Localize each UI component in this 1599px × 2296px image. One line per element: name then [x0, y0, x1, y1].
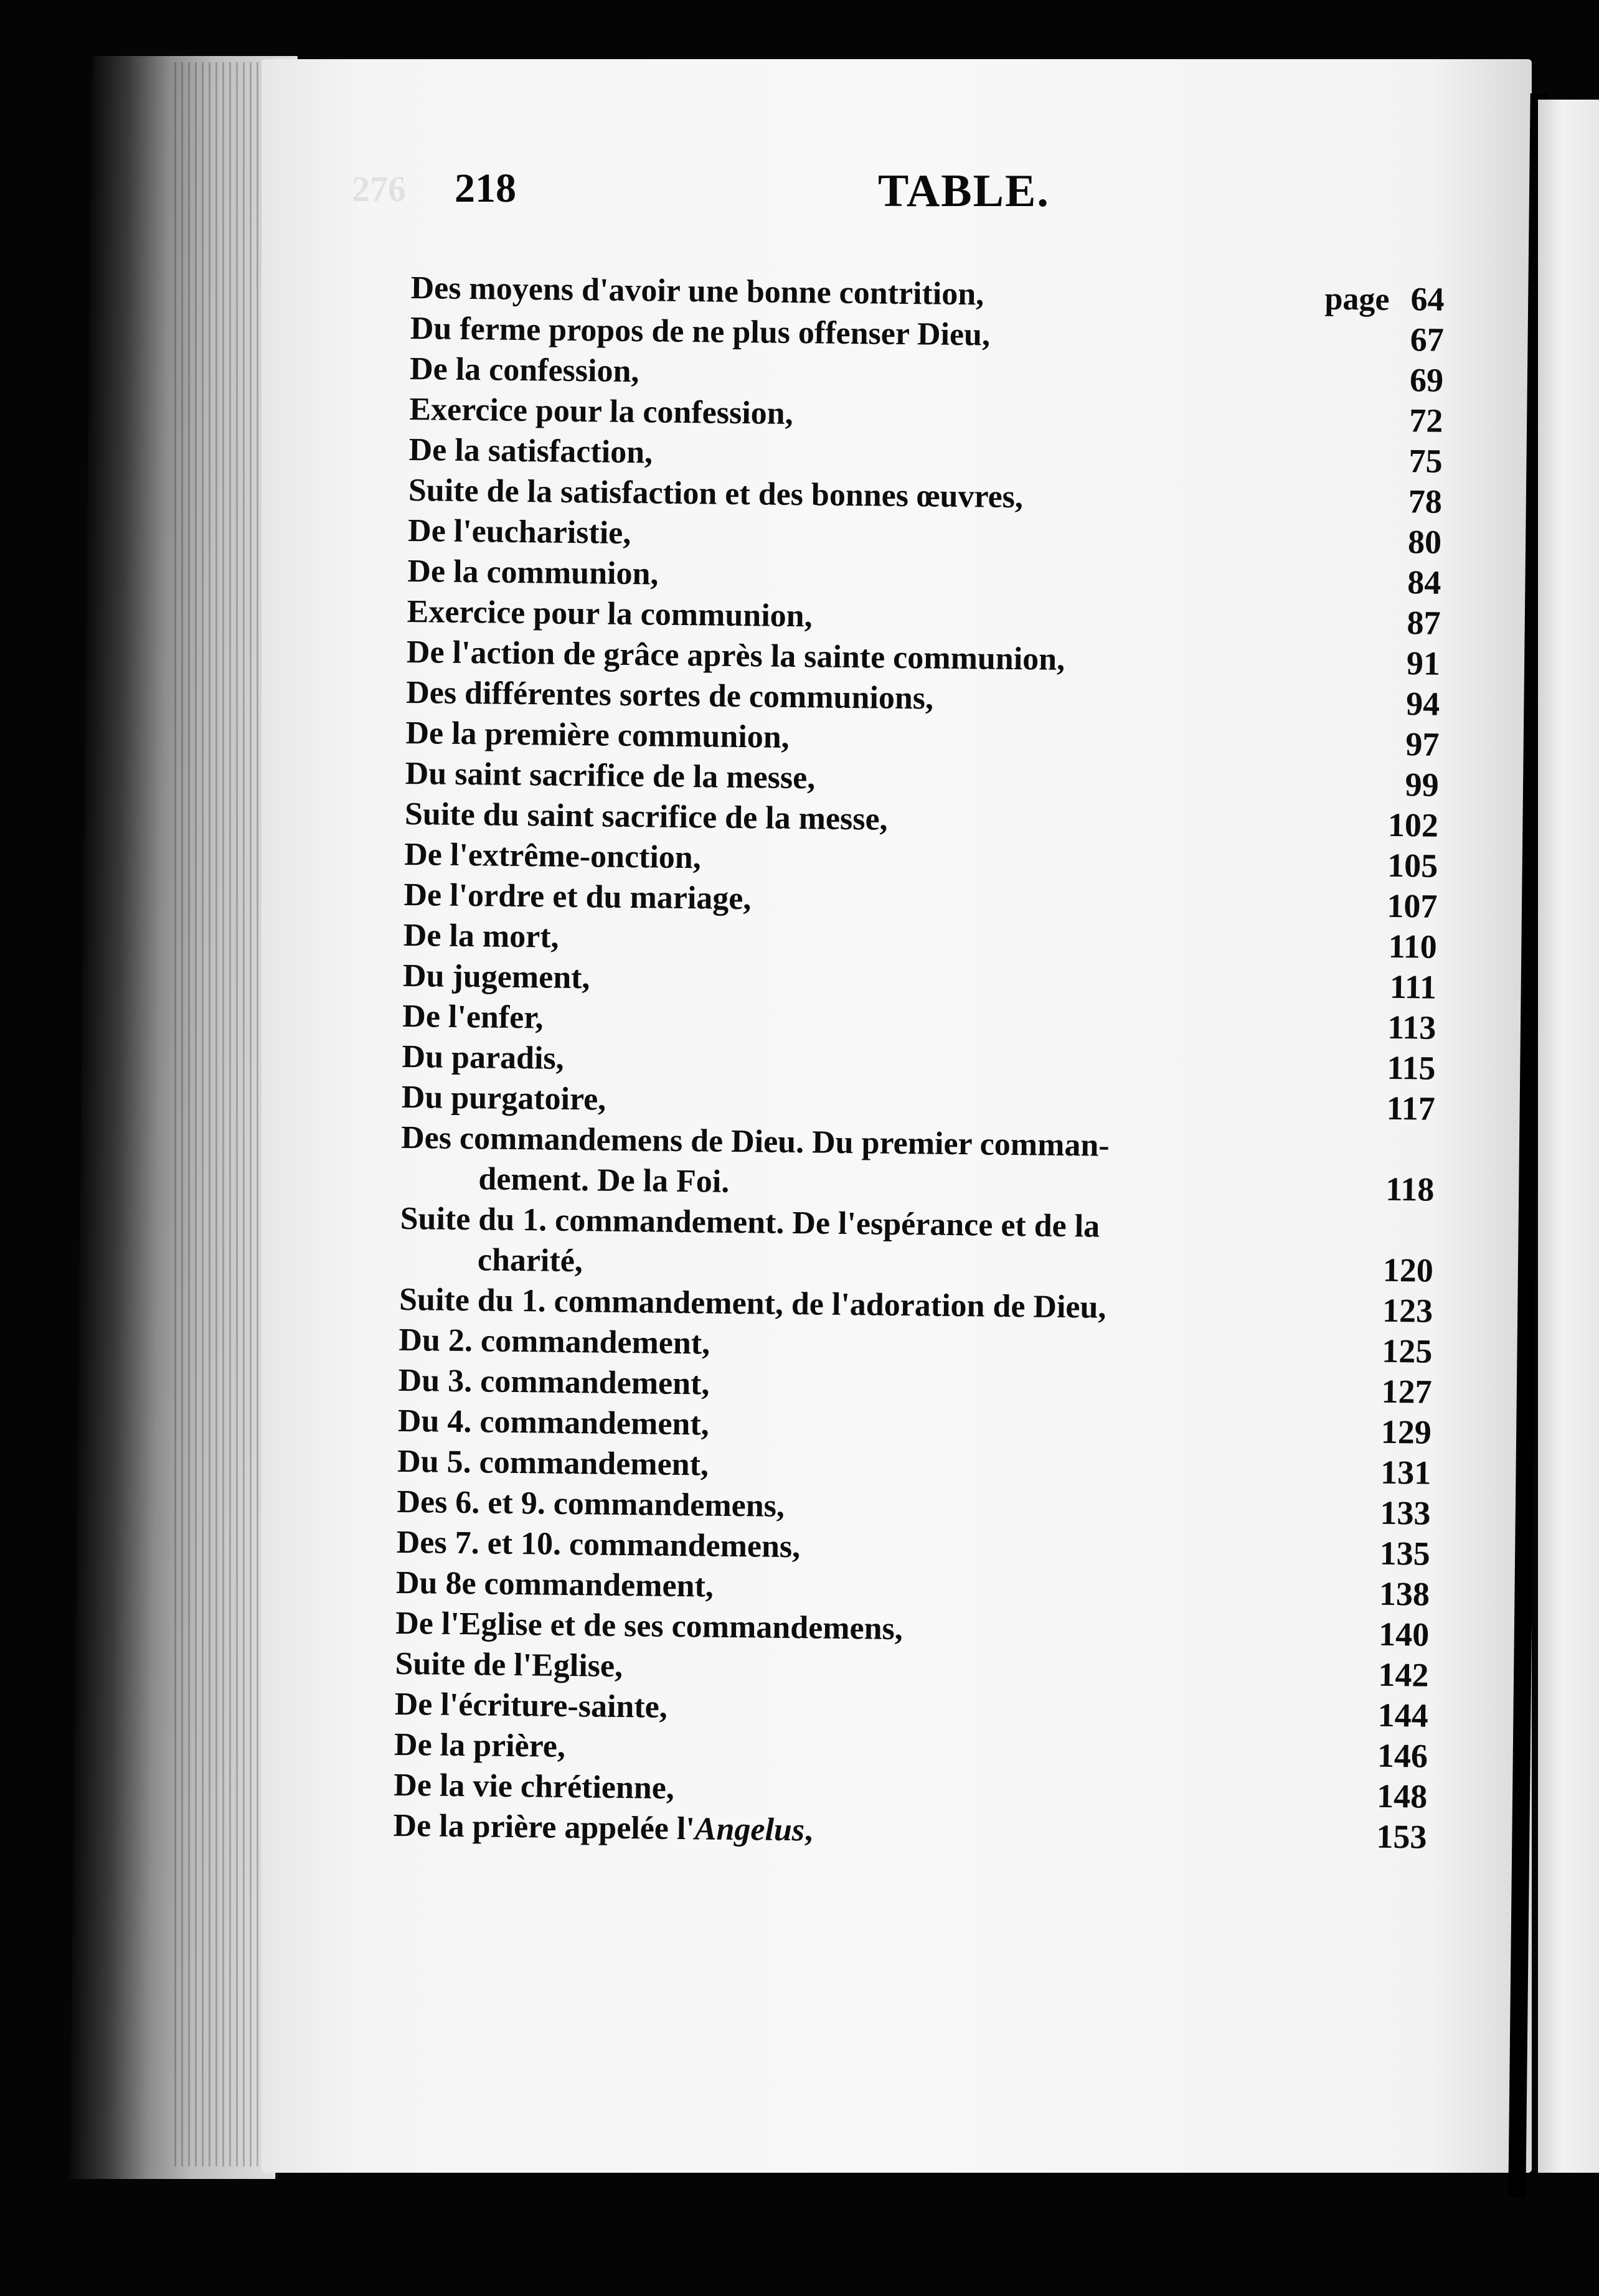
toc-entry-page [1408, 441, 1443, 482]
page-label: page [1324, 281, 1390, 318]
toc-entry-punctuation: , [804, 1812, 813, 1848]
toc-entry-page [1410, 319, 1444, 360]
toc-entry-title-line: Exercice pour la communion, [407, 593, 813, 634]
toc-entry-title-line: De l'Eglise et de ses commandemens, [395, 1605, 903, 1647]
toc-entry-title [400, 1117, 1285, 1208]
toc-entry-title-line: Des différentes sortes de communions, [405, 674, 934, 717]
table-of-contents [393, 268, 1445, 1858]
toc-entry-title-line: De la vie chrétienne, [394, 1767, 675, 1806]
toc-entry-page [1407, 643, 1441, 684]
toc-entry-title-line: Du saint sacrifice de la messe, [405, 755, 816, 796]
toc-entry [400, 1198, 1434, 1291]
toc-entry-page-number: 148 [1376, 1777, 1428, 1815]
toc-entry-page [1410, 360, 1444, 401]
facing-page-edge [1538, 100, 1599, 2173]
toc-entry-page [1408, 481, 1442, 522]
toc-entry-page-number: 107 [1387, 887, 1438, 925]
toc-entry-title-line: Du 2. commandement, [399, 1322, 710, 1362]
toc-entry-page [1388, 805, 1439, 846]
toc-entry-page-number: 67 [1410, 321, 1445, 359]
toc-entry-title-line: Des 6. et 9. commandemens, [397, 1484, 785, 1524]
toc-entry-page-number: 146 [1377, 1736, 1428, 1775]
toc-entry-title-line: Du 8e commandement, [395, 1564, 714, 1604]
toc-entry-page [1406, 684, 1440, 725]
page-edge-lines [174, 62, 274, 2167]
toc-entry-title-line: Suite du 1. commandement, de l'adoration de Dieu, [399, 1281, 1106, 1325]
toc-entry-page-number: 153 [1376, 1817, 1427, 1856]
toc-entry-title-line: De l'extrême-onction, [403, 836, 702, 876]
toc-entry-page [1407, 603, 1441, 644]
toc-entry-page [1381, 1371, 1432, 1413]
toc-entry-page [1379, 1614, 1430, 1655]
toc-entry-page-number: 125 [1382, 1332, 1433, 1370]
toc-entry-page-number: 142 [1378, 1655, 1429, 1694]
toc-entry-page [1379, 1533, 1430, 1574]
toc-entry-page-number: 69 [1409, 361, 1444, 399]
toc-entry-title-line: Suite du saint sacrifice de la messe, [404, 796, 888, 837]
toc-entry-page-number: 117 [1386, 1089, 1436, 1127]
toc-entry-page [1381, 1412, 1432, 1453]
toc-entry-page-number: 138 [1379, 1574, 1430, 1613]
toc-entry-title-line: Du 3. commandement, [398, 1362, 710, 1402]
toc-entry-page-number: 127 [1381, 1372, 1432, 1411]
toc-entry-page-number: 135 [1379, 1534, 1431, 1573]
toc-entry-italic-word: Angelus [694, 1811, 805, 1848]
toc-entry-page [1376, 1817, 1427, 1858]
toc-entry-page-number: 91 [1406, 644, 1441, 682]
toc-entry-page-number: 113 [1387, 1008, 1436, 1047]
toc-entry-title-line: De l'eucharistie, [407, 512, 631, 552]
toc-entry-page [1388, 926, 1437, 967]
toc-entry-page-number: 118 [1385, 1170, 1435, 1208]
toc-entry-page-number: 111 [1389, 967, 1437, 1006]
toc-entry-page [1405, 765, 1439, 806]
toc-entry-page-number: 64 [1410, 280, 1445, 318]
toc-entry-page-number: 78 [1408, 482, 1443, 520]
toc-entry-page [1324, 278, 1445, 321]
toc-entry-title-line: De la confession, [409, 351, 639, 390]
toc-entry-page [1377, 1776, 1428, 1817]
toc-entry-page-number: 123 [1382, 1291, 1433, 1330]
toc-entry-title-line: Du paradis, [402, 1038, 565, 1076]
toc-entry-page [1379, 1574, 1430, 1615]
toc-entry-page-number: 131 [1380, 1453, 1432, 1492]
toc-entry-page-number: 144 [1377, 1696, 1429, 1734]
toc-entry-page [1380, 1493, 1431, 1534]
toc-entry-title-line: Suite de la satisfaction et des bonnes œuvres, [408, 472, 1024, 515]
page-number: 218 [455, 166, 516, 211]
toc-entry-page [1387, 1048, 1436, 1089]
toc-entry-page [1387, 1007, 1436, 1048]
toc-entry-page [1407, 562, 1441, 603]
toc-entry-page-number: 140 [1378, 1615, 1430, 1654]
toc-entry-page [1387, 886, 1438, 927]
toc-entry-page [1380, 1452, 1432, 1494]
toc-entry-page-number: 110 [1388, 927, 1438, 966]
toc-entry-page [1408, 522, 1442, 563]
toc-entry-title-line: Du jugement, [402, 957, 590, 996]
toc-entry-page-number: 120 [1382, 1251, 1434, 1289]
toc-entry-page [1409, 400, 1443, 441]
toc-entry-title-line: De l'action de grâce après la sainte communion, [406, 634, 1065, 677]
toc-entry-title-line: De la prière, [394, 1726, 566, 1764]
toc-entry-page [1405, 724, 1440, 765]
toc-entry-page [1378, 1655, 1429, 1696]
toc-entry-title-line: De la mort, [403, 917, 559, 955]
toc-entry-title-line: De l'écriture-sainte, [394, 1686, 668, 1725]
toc-entry-title-line: Du 5. commandement, [397, 1443, 709, 1483]
toc-entry-title-line: Du purgatoire, [401, 1079, 606, 1117]
toc-entry-title-continuation: dement. De la Foi. [478, 1161, 730, 1200]
toc-entry-page [1377, 1695, 1428, 1736]
toc-entry-title-line: Du 4. commandement, [397, 1403, 710, 1442]
toc-entry-page [1385, 1169, 1435, 1210]
toc-entry-page-number: 72 [1408, 402, 1443, 440]
toc-entry-title-line: Des 7. et 10. commandemens, [396, 1524, 801, 1565]
toc-entry-title-line: De l'enfer, [402, 998, 544, 1036]
toc-entry-page-number: 80 [1407, 523, 1442, 561]
toc-entry-page-number: 94 [1405, 685, 1440, 723]
toc-entry-title-continuation: charité, [477, 1242, 583, 1279]
toc-entry-page-number: 115 [1387, 1048, 1436, 1087]
toc-entry [400, 1117, 1435, 1210]
toc-entry-title-line: Du ferme propos de ne plus offenser Dieu, [410, 310, 991, 353]
toc-entry-page [1387, 845, 1438, 887]
toc-entry-page-number: 105 [1387, 846, 1438, 885]
toc-entry-title-line: De l'ordre et du mariage, [403, 877, 752, 917]
toc-entry-page-number: 97 [1405, 725, 1440, 763]
toc-entry-title-line: Suite du 1. commandement. De l'espérance et de la [400, 1200, 1100, 1244]
toc-entry-title-line: Exercice pour la confession, [409, 391, 793, 431]
toc-entry-page [1382, 1331, 1433, 1372]
toc-entry-page-number: 133 [1380, 1494, 1431, 1532]
toc-entry-page-number: 84 [1407, 563, 1441, 601]
page-title: TABLE. [878, 166, 1050, 217]
toc-entry-title-line: Suite de l'Eglise, [395, 1645, 623, 1684]
toc-entry-page-number: 75 [1408, 442, 1443, 480]
toc-entry-page [1386, 1088, 1435, 1129]
toc-entry-title-line: Des commandemens de Dieu. Du premier comman- [400, 1119, 1110, 1164]
toc-entry-page [1377, 1736, 1428, 1777]
toc-entry-title-line: De la première communion, [405, 715, 790, 755]
toc-entry-title-line: De la prière appelée l' [393, 1807, 696, 1847]
toc-entry-page [1382, 1291, 1433, 1332]
toc-entry-page-number: 129 [1380, 1413, 1432, 1451]
bleed-through-page-number: 276 [352, 169, 406, 209]
toc-entry-page-number: 102 [1387, 806, 1439, 844]
toc-entry-page-number: 99 [1405, 766, 1440, 804]
toc-entry-title [400, 1198, 1285, 1289]
page-header [455, 165, 1083, 227]
toc-entry-title-line: De la satisfaction, [408, 431, 653, 471]
toc-entry-title-line: Des moyens d'avoir une bonne contrition, [410, 270, 984, 313]
toc-entry-page [1390, 967, 1437, 1008]
toc-entry-page-number: 87 [1407, 604, 1441, 642]
toc-entry-page [1382, 1250, 1433, 1291]
toc-entry-title-line: De la communion, [407, 553, 659, 592]
